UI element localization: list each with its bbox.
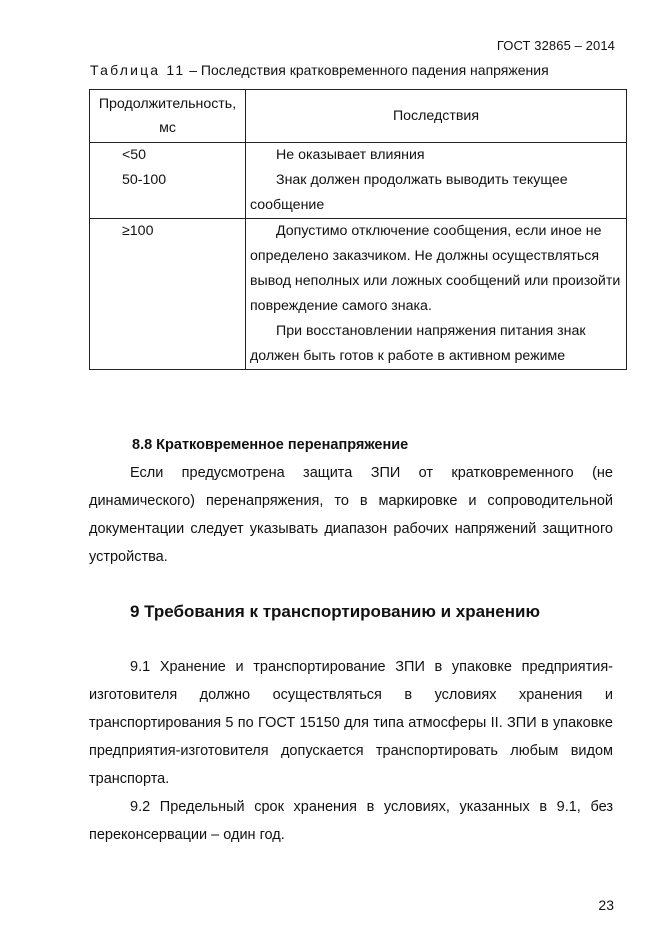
header-duration: Продолжительность, мс — [90, 90, 246, 143]
consequences-cell — [246, 143, 627, 169]
duration-cell: <50 — [90, 143, 246, 169]
document-code: ГОСТ 32865 – 2014 — [496, 38, 615, 53]
voltage-drop-table — [89, 89, 627, 370]
table-caption — [90, 62, 549, 78]
section-9-2-paragraph: 9.2 Предельный срок хранения в условиях, указанных в 9.1, без переконсервации – один год. — [89, 799, 613, 843]
duration-cell: ≥100 — [90, 219, 246, 370]
duration-cell: 50-100 — [90, 168, 246, 219]
consequences-cell — [246, 219, 627, 370]
table-caption-text: – Последствия кратковременного падения напряжения — [189, 62, 549, 78]
table-row — [90, 168, 627, 219]
header-consequences: Последствия — [246, 90, 627, 143]
page-number: 23 — [598, 897, 614, 913]
section-8-8-title: 8.8 Кратковременное перенапряжение — [132, 437, 409, 453]
consequence-text: Не оказывает влияния — [276, 147, 425, 163]
table-row — [90, 219, 627, 370]
section-9-1-paragraph: 9.1 Хранение и транспортирование ЗПИ в упаковке предприятия-изготовителя должно осуществляться в условиях хранения и транспортирования 5 по ГОСТ 15150 для типа атмосферы II. ЗПИ в упаковке предприятия-изготовителя допускается транспортировать любым видом транспорта. — [89, 659, 613, 787]
table-row — [90, 143, 627, 169]
table-header-row — [90, 90, 627, 143]
consequence-text: При восстановлении напряжения питания знак должен быть готов к работе в активном режиме — [250, 323, 586, 364]
consequence-text: Знак должен продолжать выводить текущее сообщение — [250, 172, 568, 213]
consequence-text: Допустимо отключение сообщения, если иное не определено заказчиком. Не должны осуществляться вывод неполных или ложных сообщений или произойти повреждение самого знака. — [250, 223, 621, 314]
consequences-cell — [246, 168, 627, 219]
section-8-8-paragraph: Если предусмотрена защита ЗПИ от кратковременного (не динамического) перенапряжения, то в маркировке и сопроводительной документации следует указывать диапазон рабочих напряжений защитного устройства. — [89, 465, 613, 565]
table-caption-label: Таблица 11 — [90, 62, 186, 78]
section-9-heading: 9 Требования к транспортированию и хранению — [130, 602, 541, 621]
